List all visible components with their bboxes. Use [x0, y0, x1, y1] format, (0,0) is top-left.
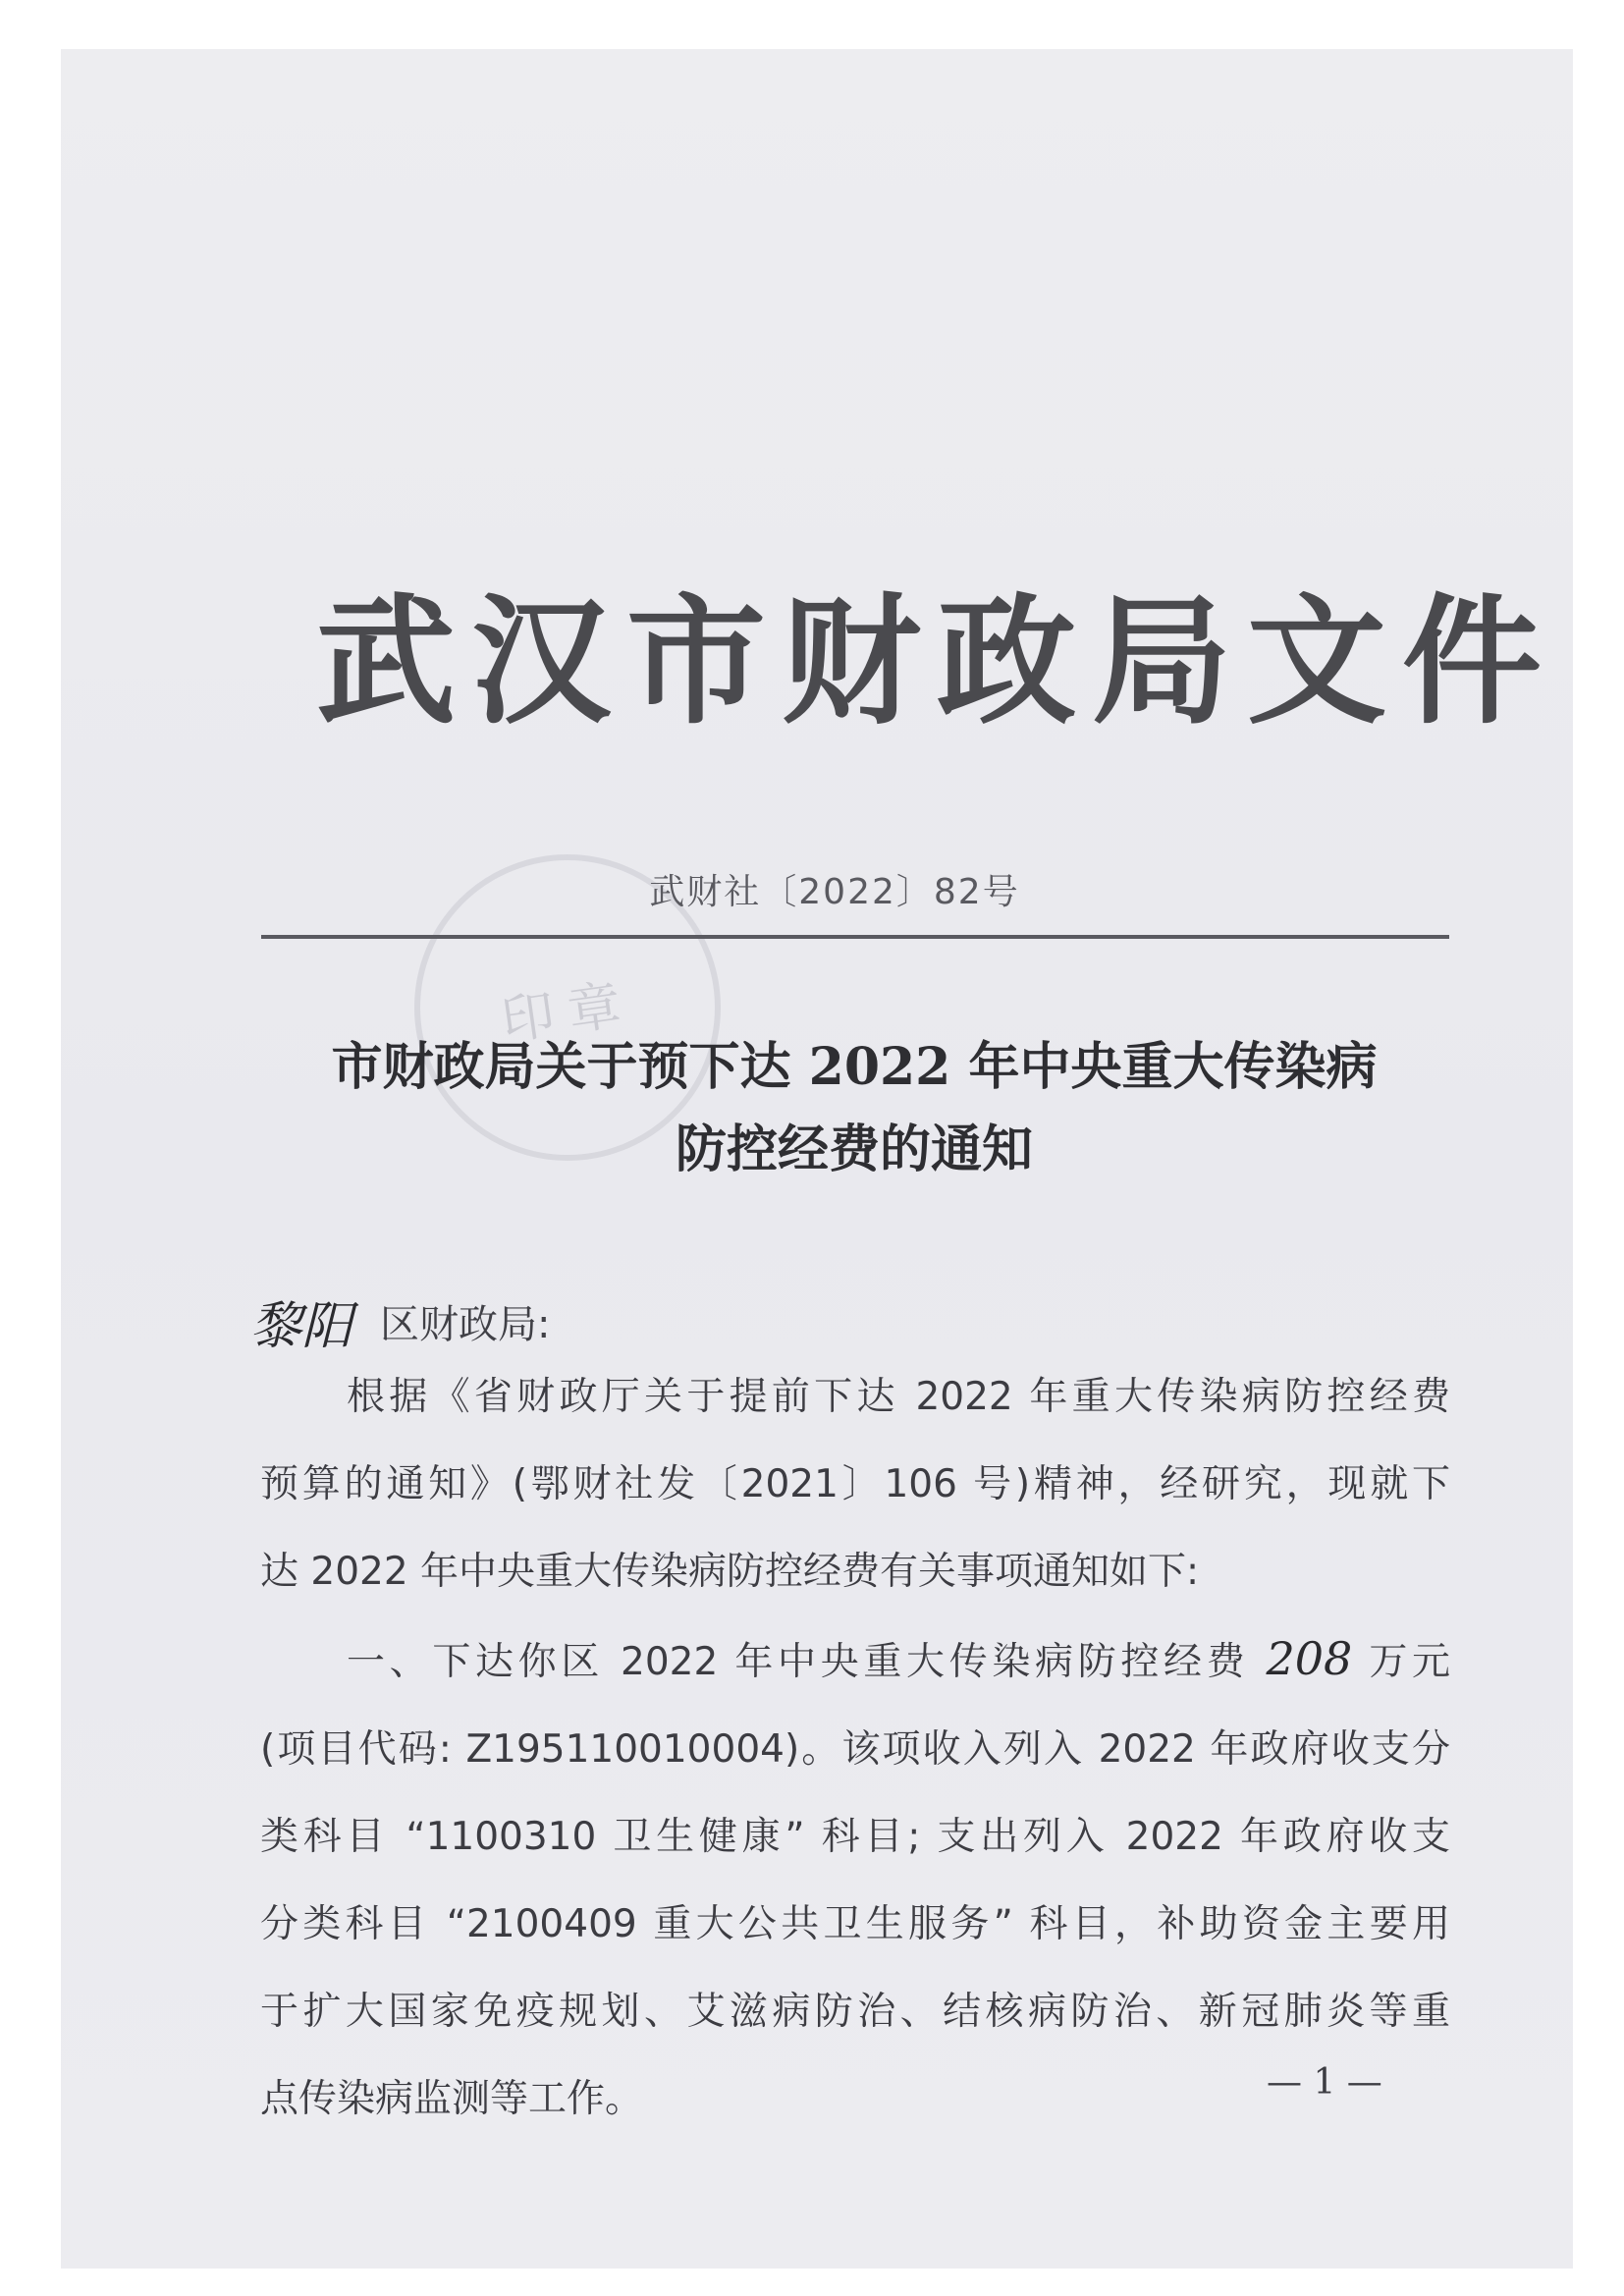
paragraph-1-line-2: 预算的通知》(鄂财社发〔2021〕106 号)精神，经研究，现就下 [260, 1462, 1450, 1506]
paragraph-2-line-1 [260, 1615, 1450, 1706]
document-number: 武财社〔2022〕82号 [649, 872, 1020, 912]
header-divider [261, 935, 1449, 939]
funding-unit: 万元 [1369, 1640, 1451, 1684]
funding-text: 一、下达你区 2022 年中央重大传染病防控经费 [347, 1640, 1250, 1684]
handwritten-amount: 208 [1266, 1632, 1353, 1685]
seal-text: 印章 [497, 971, 639, 1052]
page-number: — 1 — [1267, 2062, 1382, 2103]
paragraph-2-line-6: 点传染病监测等工作。 [260, 2077, 644, 2121]
notice-title-line-1: 市财政局关于预下达 2022 年中央重大传染病 [331, 1037, 1378, 1097]
paragraph-2-line-2: (项目代码: Z195110010004)。该项收入列入 2022 年政府收支分 [260, 1727, 1450, 1772]
document-banner-title: 武汉市财政局文件 [316, 580, 1557, 743]
notice-title-line-2: 防控经费的通知 [675, 1120, 1033, 1179]
addressee-text: 区财政局: [380, 1302, 551, 1347]
notice-title [255, 1026, 1453, 1191]
paragraph-1-line-1: 根据《省财政厅关于提前下达 2022 年重大传染病防控经费 [347, 1375, 1450, 1419]
paragraph-1-line-3: 达 2022 年中央重大传染病防控经费有关事项通知如下: [260, 1550, 1200, 1594]
recipient-line [250, 1285, 551, 1358]
paragraph-2-line-5: 于扩大国家免疫规划、艾滋病防治、结核病防治、新冠肺炎等重 [260, 1990, 1450, 2034]
notice-body [260, 1353, 1450, 2143]
paragraph-2-line-4: 分类科目 “2100409 重大公共卫生服务” 科目，补助资金主要用 [260, 1902, 1450, 1946]
paragraph-2-line-3: 类科目 “1100310 卫生健康” 科目; 支出列入 2022 年政府收支 [260, 1815, 1450, 1859]
handwritten-district-name: 黎阳 [250, 1297, 353, 1356]
